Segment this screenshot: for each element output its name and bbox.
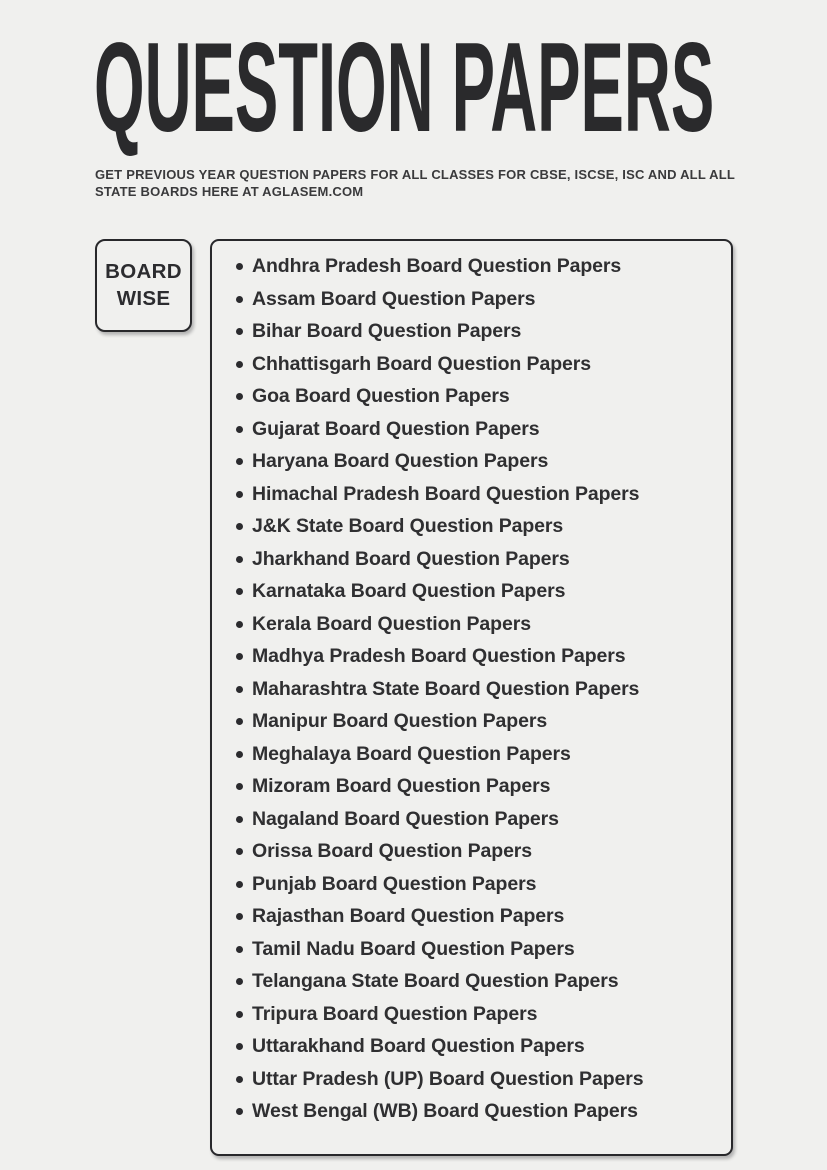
bullet-icon — [236, 1043, 243, 1050]
bullet-icon — [236, 978, 243, 985]
bullet-icon — [236, 393, 243, 400]
board-list-item-label: J&K State Board Question Papers — [252, 515, 564, 537]
bullet-icon — [236, 1108, 243, 1115]
board-list-item-label: Mizoram Board Question Papers — [252, 775, 551, 797]
subtitle-line-2: STATE BOARDS HERE AT AGLASEM.COM — [95, 184, 364, 199]
board-list-item — [212, 770, 731, 803]
bullet-icon — [236, 1076, 243, 1083]
bullet-icon — [236, 458, 243, 465]
board-list-item-label: Karnataka Board Question Papers — [252, 580, 566, 602]
board-list-item-label: Maharashtra State Board Question Papers — [252, 677, 640, 700]
board-list-item-label: Telangana State Board Question Papers — [252, 970, 619, 992]
board-list-item — [212, 835, 731, 868]
board-list-item — [212, 738, 731, 771]
board-list-item-label: Gujarat Board Question Papers — [252, 417, 540, 440]
board-list-item-label: Chhattisgarh Board Question Papers — [252, 352, 591, 375]
board-list-item — [212, 575, 731, 608]
boards-panel — [210, 239, 733, 1156]
board-wise-label: BOARD WISE — [105, 259, 182, 310]
bullet-icon — [236, 881, 243, 888]
board-list-item-label: Uttar Pradesh (UP) Board Question Papers — [252, 1067, 644, 1090]
board-list-item — [212, 1063, 731, 1096]
board-list-item — [212, 640, 731, 673]
subtitle-line-1: GET PREVIOUS YEAR QUESTION PAPERS FOR ALL CLASSES FOR CBSE, ISCSE, ISC AND ALL ALL — [95, 167, 735, 182]
board-list-item — [212, 608, 731, 641]
board-list-item-label: Orissa Board Question Papers — [252, 840, 533, 862]
board-list-item — [212, 478, 731, 511]
board-list-item — [212, 673, 731, 706]
board-list-item — [212, 803, 731, 836]
board-list-item — [212, 933, 731, 966]
bullet-icon — [236, 263, 243, 270]
bullet-icon — [236, 783, 243, 790]
board-list-item-label: West Bengal (WB) Board Question Papers — [252, 1100, 638, 1122]
board-list-item-label: Assam Board Question Papers — [252, 287, 536, 310]
page-subtitle — [95, 166, 735, 200]
board-list-item — [212, 510, 731, 543]
bullet-icon — [236, 556, 243, 563]
board-list-item — [212, 283, 731, 316]
board-wise-badge — [95, 239, 192, 332]
bullet-icon — [236, 913, 243, 920]
board-list-item-label: Manipur Board Question Papers — [252, 710, 548, 732]
bullet-icon — [236, 523, 243, 530]
bullet-icon — [236, 491, 243, 498]
bullet-icon — [236, 1011, 243, 1018]
board-list-item — [212, 1030, 731, 1063]
bullet-icon — [236, 361, 243, 368]
board-list — [212, 250, 731, 1128]
board-list-item-label: Meghalaya Board Question Papers — [252, 742, 571, 765]
bullet-icon — [236, 686, 243, 693]
board-list-item-label: Kerala Board Question Papers — [252, 612, 531, 635]
bullet-icon — [236, 848, 243, 855]
board-list-item-label: Haryana Board Question Papers — [252, 450, 549, 472]
board-list-item — [212, 543, 731, 576]
board-list-item-label: Tamil Nadu Board Question Papers — [252, 937, 575, 960]
bullet-icon — [236, 653, 243, 660]
board-list-item — [212, 868, 731, 901]
bullet-icon — [236, 296, 243, 303]
bullet-icon — [236, 718, 243, 725]
board-list-item — [212, 1095, 731, 1128]
board-list-item — [212, 250, 731, 283]
board-list-item — [212, 445, 731, 478]
board-list-item-label: Himachal Pradesh Board Question Papers — [252, 482, 640, 505]
board-list-item — [212, 315, 731, 348]
board-list-item-label: Rajasthan Board Question Papers — [252, 905, 565, 927]
board-list-item-label: Nagaland Board Question Papers — [252, 807, 559, 830]
board-list-item-label: Bihar Board Question Papers — [252, 320, 522, 342]
board-list-item-label: Tripura Board Question Papers — [252, 1002, 538, 1025]
bullet-icon — [236, 588, 243, 595]
board-list-item-label: Andhra Pradesh Board Question Papers — [252, 255, 622, 277]
bullet-icon — [236, 426, 243, 433]
bullet-icon — [236, 751, 243, 758]
board-list-item-label: Uttarakhand Board Question Papers — [252, 1035, 585, 1057]
board-list-item — [212, 998, 731, 1031]
board-list-item-label: Punjab Board Question Papers — [252, 872, 537, 895]
board-list-item — [212, 413, 731, 446]
board-list-item-label: Jharkhand Board Question Papers — [252, 547, 570, 570]
bullet-icon — [236, 328, 243, 335]
board-list-item — [212, 900, 731, 933]
board-list-item — [212, 348, 731, 381]
bullet-icon — [236, 946, 243, 953]
board-list-item — [212, 380, 731, 413]
board-list-item — [212, 965, 731, 998]
board-list-item-label: Goa Board Question Papers — [252, 385, 510, 407]
board-list-item-label: Madhya Pradesh Board Question Papers — [252, 645, 626, 667]
bullet-icon — [236, 621, 243, 628]
board-list-item — [212, 705, 731, 738]
page-title: QUESTION PAPERS — [94, 16, 715, 158]
bullet-icon — [236, 816, 243, 823]
